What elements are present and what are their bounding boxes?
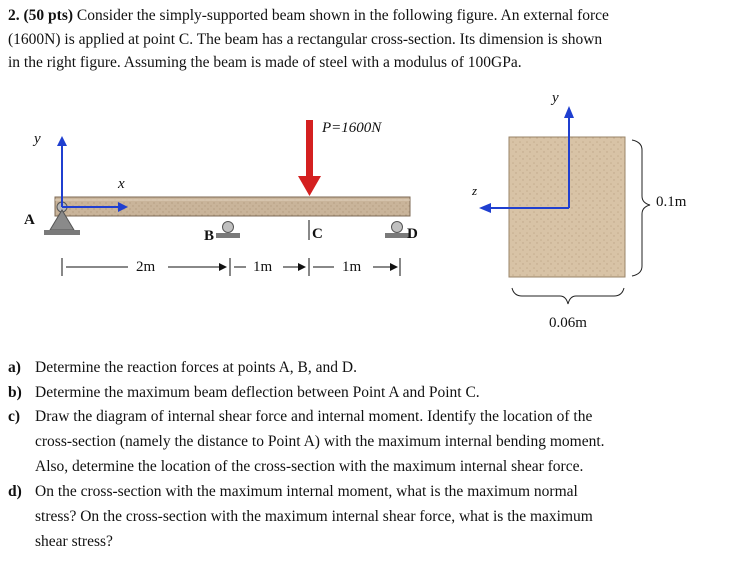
- problem-intro-text1: Consider the simply-supported beam shown in the following figure. An external force: [73, 7, 609, 24]
- section-axis-y-label: y: [552, 90, 559, 106]
- question-d-line2: stress? On the cross-section with the maximum internal shear force, what is the maximum: [35, 508, 593, 525]
- question-b: [8, 383, 480, 403]
- question-d-letter: d): [8, 483, 22, 500]
- question-a-letter: a): [8, 359, 21, 376]
- dim-label-2m: 2m: [136, 259, 156, 275]
- section-axis-z-label: z: [472, 183, 478, 198]
- section-width-label: 0.06m: [549, 315, 587, 331]
- question-a-line1: Determine the reaction forces at points A, B, and D.: [35, 359, 357, 376]
- point-a-label: A: [24, 212, 35, 228]
- question-c: [8, 407, 593, 427]
- problem-intro-line2: (1600N) is applied at point C. The beam has a rectangular cross-section. Its dimension is shown: [8, 31, 603, 48]
- section-height-label: 0.1m: [656, 194, 687, 210]
- beam-axis-x-label: x: [118, 176, 125, 192]
- question-c-line2: cross-section (namely the distance to Point A) with the maximum internal bending moment.: [35, 433, 605, 450]
- question-c-letter: c): [8, 408, 21, 425]
- cross-section: [479, 106, 650, 304]
- point-b-label: B: [204, 228, 215, 244]
- dim-label-1m-first: 1m: [253, 259, 273, 275]
- question-a: [8, 358, 357, 378]
- problem-number: 2. (50 pts): [8, 7, 74, 24]
- load-arrow-p: [298, 120, 321, 196]
- question-c-line1: Draw the diagram of internal shear force and internal moment. Identify the location of the: [35, 408, 593, 425]
- question-d-line1: On the cross-section with the maximum internal moment, what is the maximum normal: [35, 483, 578, 500]
- dim-label-1m-second: 1m: [342, 259, 362, 275]
- question-b-line1: Determine the maximum beam deflection between Point A and Point C.: [35, 384, 480, 401]
- question-d-line3: shear stress?: [35, 533, 113, 550]
- question-d: [8, 482, 578, 502]
- question-c-line3: Also, determine the location of the cross-section with the maximum internal shear force.: [35, 458, 584, 475]
- load-label: P=1600N: [322, 120, 382, 136]
- beam-axis-y-label: y: [34, 131, 41, 147]
- support-d: [385, 222, 409, 239]
- point-d-label: D: [407, 226, 418, 242]
- problem-intro-line3: in the right figure. Assuming the beam is made of steel with a modulus of 100GPa.: [8, 54, 522, 71]
- point-c-label: C: [312, 226, 323, 242]
- question-b-letter: b): [8, 384, 22, 401]
- support-b: [216, 222, 240, 239]
